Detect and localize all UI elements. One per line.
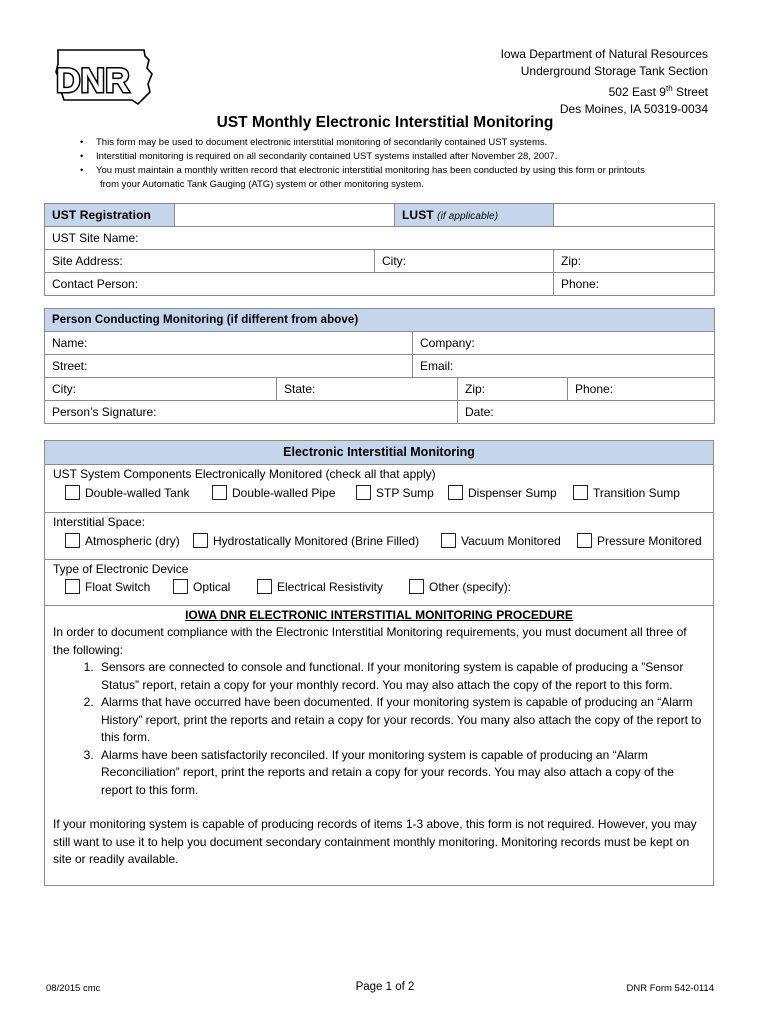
person-state-field[interactable]: State: [277, 378, 458, 401]
checkbox[interactable] [65, 533, 80, 548]
procedure-step: 3. Alarms have been satisfactorily reconciled. If your monitoring system is capable of producing an “Alarm Reconciliation” report, print the reports and retain a copy for your records. You may also attach a copy of the report to this form. [97, 747, 703, 800]
footer-page-number: Page 1 of 2 [355, 981, 415, 993]
instruction-item: • Interstitial monitoring is required on all secondarily contained UST systems installed after November 28, 2007. [46, 150, 726, 164]
agency-section: Underground Storage Tank Section [520, 64, 708, 78]
person-section-header: Person Conducting Monitoring (if different from above) [45, 309, 715, 332]
checkbox[interactable] [65, 485, 80, 500]
procedure-title: IOWA DNR ELECTRONIC INTERSTITIAL MONITORING PROCEDURE [185, 608, 573, 622]
ust-registration-label: UST Registration [45, 204, 175, 227]
double-walled-pipe-option[interactable]: Double-walled Pipe [212, 485, 335, 500]
lust-field[interactable] [554, 204, 715, 227]
instruction-item: • You must maintain a monthly written record that electronic interstitial monitoring has been conducted by using this form or printouts [46, 164, 726, 178]
instruction-item: • This form may be used to document electronic interstitial monitoring of secondarily contained UST systems. [46, 136, 726, 150]
procedure-closing: If your monitoring system is capable of producing records of items 1-3 above, this form is not required. However, you may still want to use it to help you document secondary containment monthly monitoring. Monitoring records must be kept on site or readily available. [53, 817, 697, 866]
checkbox[interactable] [577, 533, 592, 548]
components-section [45, 464, 713, 513]
site-name-field[interactable]: UST Site Name: [45, 227, 715, 250]
dispenser-sump-option[interactable]: Dispenser Sump [448, 485, 557, 500]
procedure-intro: In order to document compliance with the Electronic Interstitial Monitoring requirements, you must document all three of the following: [53, 625, 687, 657]
person-table [44, 308, 715, 424]
contact-phone-field[interactable]: Phone: [554, 273, 715, 296]
footer-revision: 08/2015 cmc [46, 983, 101, 994]
checkbox[interactable] [212, 485, 227, 500]
transition-sump-option[interactable]: Transition Sump [573, 485, 680, 500]
lust-label: LUST (if applicable) [395, 204, 554, 227]
checkbox[interactable] [448, 485, 463, 500]
checkbox[interactable] [65, 579, 80, 594]
checkbox[interactable] [193, 533, 208, 548]
person-city-field[interactable]: City: [45, 378, 277, 401]
procedure-step: 1. Sensors are connected to console and functional. If your monitoring system is capable of producing a ”Sensor Status” report, retain a copy for your monthly record. You may also attach the copy of the report to this form. [97, 659, 703, 694]
agency-city: Des Moines, IA 50319-0034 [559, 102, 708, 116]
atmospheric-option[interactable]: Atmospheric (dry) [65, 533, 180, 548]
person-email-field[interactable]: Email: [413, 355, 715, 378]
checkbox[interactable] [173, 579, 188, 594]
person-phone-field[interactable]: Phone: [568, 378, 715, 401]
other-device-option[interactable]: Other (specify): [409, 579, 511, 594]
device-type-label: Type of Electronic Device [53, 562, 189, 576]
double-walled-tank-option[interactable]: Double-walled Tank [65, 485, 190, 500]
checkbox[interactable] [573, 485, 588, 500]
checkbox[interactable] [356, 485, 371, 500]
site-zip-field[interactable]: Zip: [554, 250, 715, 273]
procedure-step: 2. Alarms that have occurred have been documented. If your monitoring system is capable of producing an “Alarm History” report, print the reports and retain a copy for your records. You many also attach the copy of the report to this form. [97, 694, 703, 747]
checkbox[interactable] [409, 579, 424, 594]
agency-name: Iowa Department of Natural Resources [500, 47, 708, 61]
monitoring-section [44, 440, 714, 886]
procedure-steps [53, 659, 703, 799]
contact-person-field[interactable]: Contact Person: [45, 273, 554, 296]
components-label: UST System Components Electronically Monitored (check all that apply) [53, 467, 436, 481]
checkbox[interactable] [257, 579, 272, 594]
person-zip-field[interactable]: Zip: [458, 378, 568, 401]
device-type-section [45, 559, 713, 606]
vacuum-option[interactable]: Vacuum Monitored [441, 533, 561, 548]
footer-form-number: DNR Form 542-0114 [626, 983, 714, 994]
monitoring-header: Electronic Interstitial Monitoring [45, 441, 713, 464]
dnr-logo [48, 44, 154, 110]
agency-address [501, 46, 708, 118]
logo-text: DNR [56, 62, 130, 100]
site-address-field[interactable]: Site Address: [45, 250, 375, 273]
interstitial-space-label: Interstitial Space: [53, 515, 146, 529]
pressure-option[interactable]: Pressure Monitored [577, 533, 702, 548]
person-street-field[interactable]: Street: [45, 355, 413, 378]
person-name-field[interactable]: Name: [45, 332, 413, 355]
ust-registration-field[interactable] [175, 204, 395, 227]
registration-table [44, 203, 715, 296]
procedure-divider [45, 605, 713, 606]
person-company-field[interactable]: Company: [413, 332, 715, 355]
instruction-continuation: from your Automatic Tank Gauging (ATG) system or other monitoring system. [100, 179, 424, 190]
float-switch-option[interactable]: Float Switch [65, 579, 150, 594]
instructions-list [46, 136, 726, 192]
person-date-field[interactable]: Date: [458, 401, 715, 424]
agency-street: 502 East 9th Street [608, 84, 708, 99]
procedure-text [53, 624, 703, 869]
person-signature-field[interactable]: Person’s Signature: [45, 401, 458, 424]
interstitial-space-section [45, 512, 713, 560]
checkbox[interactable] [441, 533, 456, 548]
form-title: UST Monthly Electronic Interstitial Monitoring [216, 114, 554, 131]
optical-option[interactable]: Optical [173, 579, 230, 594]
stp-sump-option[interactable]: STP Sump [356, 485, 434, 500]
electrical-resistivity-option[interactable]: Electrical Resistivity [257, 579, 383, 594]
hydrostatic-option[interactable]: Hydrostatically Monitored (Brine Filled) [193, 533, 419, 548]
site-city-field[interactable]: City: [375, 250, 554, 273]
